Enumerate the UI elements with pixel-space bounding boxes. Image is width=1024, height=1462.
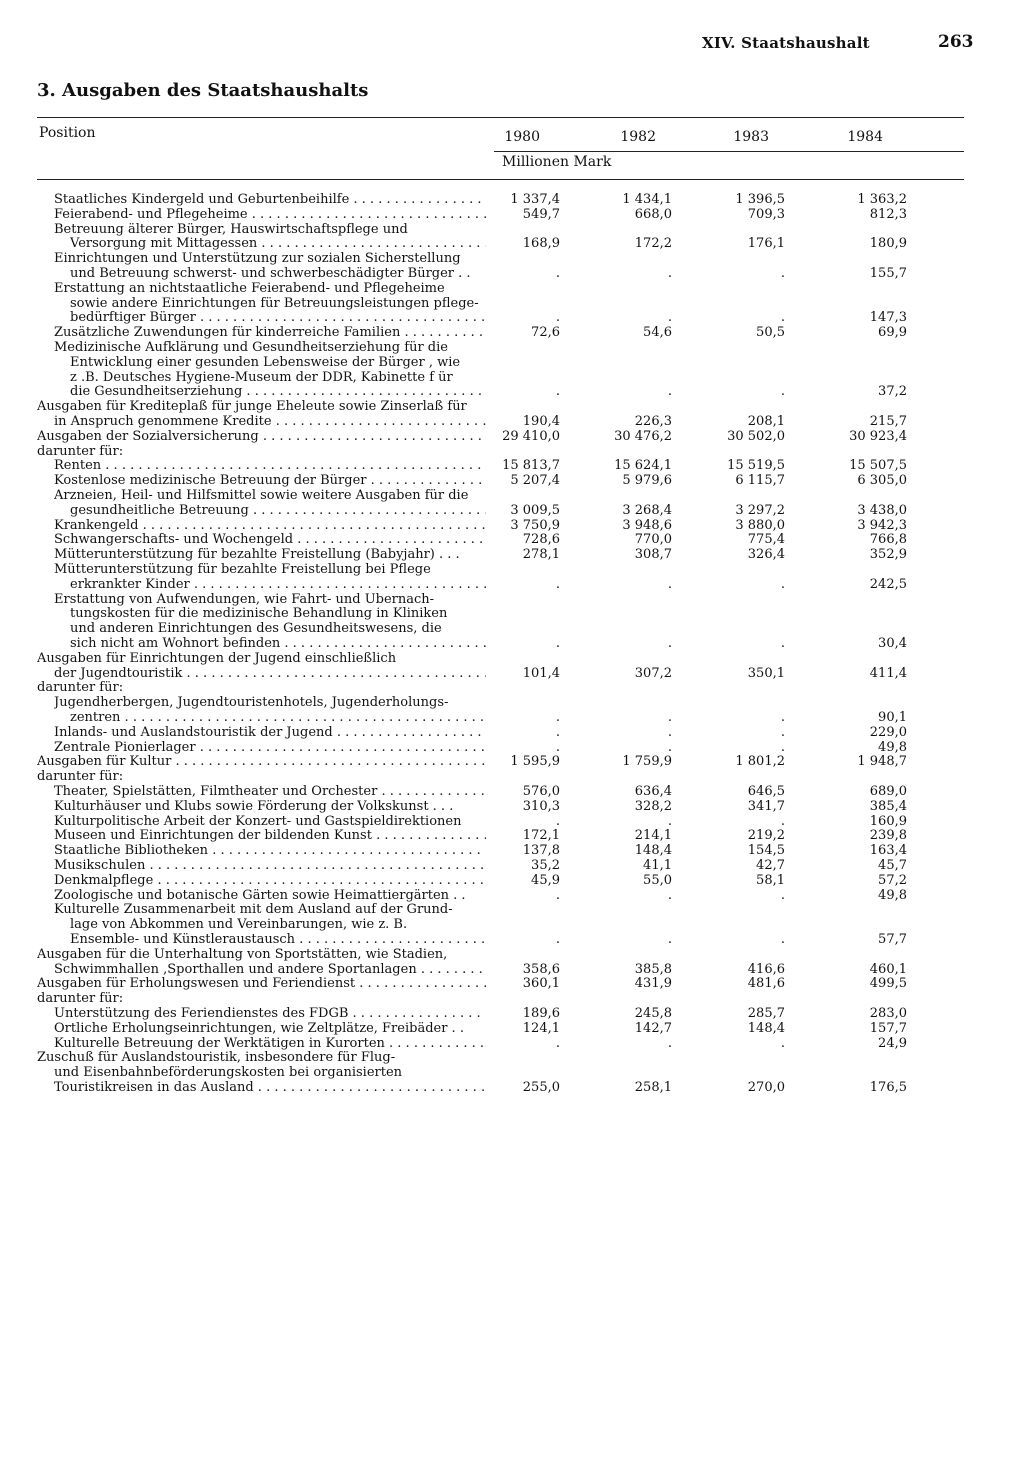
year-header-1980: 1980 <box>504 129 540 145</box>
table-header-bottom-rule <box>37 179 964 180</box>
row-label: Zoologische und botanische Gärten sowie Heimattiergärten . . <box>54 888 466 903</box>
row-value-1983: 6 115,7 <box>735 473 785 489</box>
row-label: Medizinische Aufklärung und Gesundheitserziehung für die <box>54 341 448 355</box>
table-row <box>0 770 1024 785</box>
row-label: Mütterunterstützung für bezahlte Freistellung (Babyjahr) . . . <box>54 548 460 563</box>
row-value-1982: . <box>667 932 672 947</box>
row-value-1982: 245,8 <box>634 1006 672 1021</box>
row-value-1980: 3 009,5 <box>510 502 560 518</box>
row-value-1983: . <box>780 384 785 400</box>
row-label: Schwangerschafts- und Wochengeld . . . <box>54 533 486 548</box>
row-value-1983: 42,7 <box>756 858 785 873</box>
row-value-1983: 350,1 <box>747 665 785 681</box>
row-value-1984: 499,5 <box>869 976 907 992</box>
table-row <box>0 223 1024 238</box>
row-label: darunter für: <box>37 681 124 696</box>
table-row <box>0 755 1024 770</box>
row-value-1980: 35,2 <box>531 858 560 873</box>
row-label: bedürftiger Bürger . . . <box>70 311 486 326</box>
row-value-1980: 1 337,4 <box>510 192 560 207</box>
row-value-1982: 770,0 <box>634 532 672 548</box>
row-value-1980: 278,1 <box>522 547 560 563</box>
row-value-1983: . <box>780 887 785 903</box>
row-value-1984: 283,0 <box>869 1006 907 1021</box>
row-value-1982: . <box>667 710 672 725</box>
row-value-1983: 30 502,0 <box>727 428 785 444</box>
row-label: Touristikreisen in das Ausland . . . <box>54 1081 486 1096</box>
row-value-1980: 255,0 <box>522 1080 560 1095</box>
table-row <box>0 800 1024 815</box>
row-label: sowie andere Einrichtungen für Betreuungsleistungen pflege- <box>70 296 479 311</box>
row-label: Versorgung mit Mittagessen . . . <box>70 237 486 252</box>
row-value-1983: 148,4 <box>747 1020 785 1036</box>
row-value-1984: 49,8 <box>878 739 907 755</box>
row-label: die Gesundheitserziehung . . . <box>70 385 486 400</box>
table-row <box>0 711 1024 726</box>
table-row <box>0 844 1024 859</box>
row-value-1982: 328,2 <box>634 798 672 814</box>
row-label: Zuschuß für Auslandstouristik, insbesondere für Flug- <box>37 1051 396 1066</box>
row-label: Einrichtungen und Unterstützung zur sozialen Sicherstellung <box>54 252 461 267</box>
row-value-1984: 45,7 <box>878 858 907 873</box>
row-value-1982: 258,1 <box>634 1080 672 1095</box>
unit-rule <box>494 151 964 152</box>
table-top-rule <box>37 117 964 118</box>
row-value-1982: 308,7 <box>634 547 672 563</box>
table-row <box>0 297 1024 312</box>
row-value-1982: . <box>667 266 672 281</box>
row-value-1984: 3 438,0 <box>857 502 907 518</box>
row-value-1980: . <box>555 1035 560 1051</box>
row-value-1984: 176,5 <box>869 1080 907 1095</box>
table-row <box>0 667 1024 682</box>
table-row <box>0 533 1024 548</box>
row-value-1982: . <box>667 310 672 326</box>
row-label: gesundheitliche Betreuung . . . <box>70 504 486 519</box>
row-value-1984: 57,7 <box>878 932 907 947</box>
row-value-1980: . <box>555 932 560 947</box>
row-value-1983: 219,2 <box>747 828 785 844</box>
table-row <box>0 681 1024 696</box>
row-value-1980: 137,8 <box>522 843 560 859</box>
row-value-1983: 270,0 <box>747 1080 785 1095</box>
row-value-1980: . <box>555 384 560 400</box>
row-value-1983: . <box>780 739 785 755</box>
row-label: tungskosten für die medizinische Behandlung in Kliniken <box>70 607 448 622</box>
table-row <box>0 578 1024 593</box>
table-row <box>0 237 1024 252</box>
row-value-1983: . <box>780 266 785 281</box>
row-label: Erstattung von Aufwendungen, wie Fahrt- und Übernach- <box>54 592 435 607</box>
row-label: Ausgaben für Einrichtungen der Jugend einschließlich <box>37 651 397 666</box>
table-row <box>0 948 1024 963</box>
table-row <box>0 519 1024 534</box>
table-row <box>0 282 1024 297</box>
row-value-1980: 190,4 <box>522 414 560 429</box>
year-header-1982: 1982 <box>620 129 656 145</box>
position-header: Position <box>39 125 96 141</box>
table-row <box>0 741 1024 756</box>
table-row <box>0 208 1024 223</box>
row-label: Kulturhäuser und Klubs sowie Förderung der Volkskunst . . . <box>54 799 454 814</box>
row-value-1983: 3 297,2 <box>735 502 785 518</box>
row-label: erkrankter Kinder . . . <box>70 578 486 593</box>
row-label: darunter für: <box>37 444 124 459</box>
row-value-1982: 148,4 <box>634 843 672 859</box>
row-value-1983: 3 880,0 <box>735 517 785 533</box>
table-row <box>0 696 1024 711</box>
row-label: Renten . . . <box>54 459 486 474</box>
row-value-1982: 142,7 <box>634 1020 672 1036</box>
row-value-1982: 431,9 <box>634 976 672 992</box>
row-value-1980: 72,6 <box>531 325 560 341</box>
row-value-1980: . <box>555 813 560 829</box>
table-row <box>0 356 1024 371</box>
year-header-1984: 1984 <box>847 129 883 145</box>
table-row <box>0 622 1024 637</box>
row-label: Ausgaben für Erholungswesen und Feriendienst . . . <box>37 977 486 992</box>
row-value-1980: 3 750,9 <box>510 517 560 533</box>
row-value-1980: . <box>555 724 560 740</box>
row-value-1980: 5 207,4 <box>510 473 560 489</box>
table-row <box>0 652 1024 667</box>
row-value-1983: 50,5 <box>756 325 785 341</box>
row-value-1983: . <box>780 576 785 592</box>
row-label: und Eisenbahnbeförderungskosten bei organisierten <box>54 1066 403 1081</box>
row-value-1984: 160,9 <box>869 813 907 829</box>
row-value-1982: 54,6 <box>643 325 672 341</box>
row-label: und Betreuung schwerst- und schwerbeschädigter Bürger . . <box>70 267 471 281</box>
row-value-1984: 69,9 <box>878 325 907 341</box>
table-row <box>0 1081 1024 1096</box>
row-value-1984: 90,1 <box>878 710 907 725</box>
table-row <box>0 918 1024 933</box>
row-value-1984: 30 923,4 <box>849 428 907 444</box>
table-row <box>0 1066 1024 1081</box>
table-row <box>0 563 1024 578</box>
row-label: Ausgaben für die Unterhaltung von Sportstätten, wie Stadien, <box>37 947 448 962</box>
table-row <box>0 963 1024 978</box>
row-value-1983: 775,4 <box>747 532 785 548</box>
row-value-1980: . <box>555 310 560 326</box>
row-value-1984: 1 363,2 <box>857 192 907 207</box>
row-value-1980: 360,1 <box>522 976 560 992</box>
table-row <box>0 385 1024 400</box>
table-row <box>0 489 1024 504</box>
row-label: Krankengeld . . . <box>54 519 486 534</box>
table-row <box>0 815 1024 830</box>
row-label: z .B. Deutsches Hygiene-Museum der DDR, Kabinette f ür <box>70 370 453 385</box>
row-label: darunter für: <box>37 992 124 1007</box>
table-row <box>0 607 1024 622</box>
row-label: Kulturelle Betreuung der Werktätigen in Kurorten . . . <box>54 1037 486 1052</box>
unit-label: Millionen Mark <box>502 154 612 170</box>
row-label: Kulturpolitische Arbeit der Konzert- und Gastspieldirektionen <box>54 814 462 829</box>
table-row <box>0 874 1024 889</box>
row-label: Ausgaben für Kultur . . . <box>37 755 486 770</box>
table-row <box>0 474 1024 489</box>
row-value-1980: 168,9 <box>522 236 560 252</box>
row-value-1980: 124,1 <box>522 1020 560 1036</box>
row-value-1984: 24,9 <box>878 1035 907 1051</box>
row-value-1982: . <box>667 636 672 651</box>
table-row <box>0 415 1024 430</box>
table-row <box>0 341 1024 356</box>
running-header-section: XIV. Staatshaushalt <box>702 34 870 52</box>
row-label: Erstattung an nichtstaatliche Feierabend- und Pflegeheime <box>54 281 445 296</box>
row-value-1980: . <box>555 739 560 755</box>
row-value-1980: 728,6 <box>522 532 560 548</box>
row-value-1982: 41,1 <box>643 858 672 873</box>
row-value-1983: 709,3 <box>747 206 785 222</box>
row-value-1983: 15 519,5 <box>727 458 785 474</box>
table-row <box>0 548 1024 563</box>
row-value-1982: 668,0 <box>634 206 672 222</box>
table-row <box>0 445 1024 460</box>
row-label: Denkmalpflege . . . <box>54 874 486 889</box>
row-value-1982: 3 268,4 <box>622 502 672 518</box>
row-value-1983: 1 396,5 <box>735 192 785 207</box>
row-value-1984: 147,3 <box>869 310 907 326</box>
row-value-1982: . <box>667 724 672 740</box>
row-label: Jugendherbergen, Jugendtouristenhotels, Jugenderholungs- <box>54 696 449 711</box>
table-row <box>0 785 1024 800</box>
row-value-1984: 163,4 <box>869 843 907 859</box>
row-value-1983: 58,1 <box>756 872 785 888</box>
table-row <box>0 326 1024 341</box>
row-value-1984: 180,9 <box>869 236 907 252</box>
row-label: Zentrale Pionierlager . . . <box>54 741 486 756</box>
row-label: Staatliches Kindergeld und Geburtenbeihilfe . . . <box>54 193 486 208</box>
row-label: Betreuung älterer Bürger, Hauswirtschaftspflege und <box>54 222 408 237</box>
row-value-1984: 37,2 <box>878 384 907 400</box>
row-value-1984: 157,7 <box>869 1020 907 1036</box>
table-row <box>0 400 1024 415</box>
page-title: 3. Ausgaben des Staatshaushalts <box>37 80 369 101</box>
row-value-1983: 646,5 <box>747 784 785 799</box>
row-label: zentren . . . <box>70 711 486 726</box>
row-label: sich nicht am Wohnort befinden . . . <box>70 637 486 652</box>
row-value-1982: . <box>667 739 672 755</box>
table-row <box>0 252 1024 267</box>
row-value-1980: 549,7 <box>522 206 560 222</box>
row-value-1980: . <box>555 710 560 725</box>
row-label: Ensemble- und Künstleraustausch . . . <box>70 933 486 948</box>
row-value-1983: . <box>780 932 785 947</box>
row-label: Musikschulen . . . <box>54 859 486 874</box>
row-value-1984: 49,8 <box>878 887 907 903</box>
table-row <box>0 267 1024 282</box>
row-value-1980: 45,9 <box>531 872 560 888</box>
row-value-1980: . <box>555 887 560 903</box>
row-value-1980: 310,3 <box>522 798 560 814</box>
row-value-1982: 15 624,1 <box>614 458 672 474</box>
row-value-1982: 5 979,6 <box>622 473 672 489</box>
row-label: Theater, Spielstätten, Filmtheater und Orchester . . . <box>54 785 486 800</box>
row-label: Museen und Einrichtungen der bildenden Kunst . . . <box>54 829 486 844</box>
row-value-1980: . <box>555 636 560 651</box>
row-value-1983: . <box>780 1035 785 1051</box>
table-row <box>0 829 1024 844</box>
row-value-1982: . <box>667 887 672 903</box>
table-row <box>0 992 1024 1007</box>
row-value-1983: . <box>780 310 785 326</box>
row-value-1984: 30,4 <box>878 636 907 651</box>
row-value-1983: 208,1 <box>747 414 785 429</box>
row-value-1980: 576,0 <box>522 784 560 799</box>
row-label: Feierabend- und Pflegeheime . . . <box>54 208 486 223</box>
row-value-1984: 3 942,3 <box>857 517 907 533</box>
row-value-1984: 6 305,0 <box>857 473 907 489</box>
row-value-1982: . <box>667 1035 672 1051</box>
row-label: Kostenlose medizinische Betreuung der Bürger . . . <box>54 474 486 489</box>
table-row <box>0 193 1024 208</box>
row-label: Kulturelle Zusammenarbeit mit dem Ausland auf der Grund- <box>54 903 453 918</box>
table-row <box>0 1037 1024 1052</box>
row-value-1984: 352,9 <box>869 547 907 563</box>
row-label: Staatliche Bibliotheken . . . <box>54 844 486 859</box>
row-value-1983: 341,7 <box>747 798 785 814</box>
row-value-1982: 226,3 <box>634 414 672 429</box>
row-value-1983: 1 801,2 <box>735 754 785 770</box>
row-label: Inlands- und Auslandstouristik der Jugend . . . <box>54 726 486 741</box>
table-row <box>0 859 1024 874</box>
row-value-1982: . <box>667 813 672 829</box>
row-value-1984: 812,3 <box>869 206 907 222</box>
row-value-1984: 689,0 <box>869 784 907 799</box>
table-row <box>0 593 1024 608</box>
table-row <box>0 430 1024 445</box>
row-value-1984: 229,0 <box>869 724 907 740</box>
row-value-1980: 101,4 <box>522 665 560 681</box>
row-label: Örtliche Erholungseinrichtungen, wie Zeltplätze, Freibäder . . <box>54 1021 464 1036</box>
row-label: Entwicklung einer gesunden Lebensweise der Bürger , wie <box>70 355 461 370</box>
row-value-1984: 155,7 <box>869 266 907 281</box>
table-row <box>0 371 1024 386</box>
table-row <box>0 889 1024 904</box>
row-value-1982: 1 434,1 <box>622 192 672 207</box>
row-value-1984: 242,5 <box>869 576 907 592</box>
row-value-1982: 214,1 <box>634 828 672 844</box>
table-row <box>0 311 1024 326</box>
row-value-1983: . <box>780 724 785 740</box>
row-value-1984: 215,7 <box>869 414 907 429</box>
row-value-1983: . <box>780 636 785 651</box>
row-value-1982: 307,2 <box>634 665 672 681</box>
table-row <box>0 1022 1024 1037</box>
row-label: Schwimmhallen ,Sporthallen und andere Sportanlagen . . . <box>54 963 486 978</box>
table-row <box>0 1051 1024 1066</box>
row-value-1983: . <box>780 710 785 725</box>
row-value-1984: 239,8 <box>869 828 907 844</box>
page-number: 263 <box>938 32 974 52</box>
row-value-1982: 172,2 <box>634 236 672 252</box>
row-value-1980: 172,1 <box>522 828 560 844</box>
row-value-1980: 358,6 <box>522 961 560 977</box>
row-value-1980: 1 595,9 <box>510 754 560 770</box>
table-row <box>0 933 1024 948</box>
row-value-1980: 189,6 <box>522 1006 560 1021</box>
row-label: lage von Abkommen und Vereinbarungen, wie z. B. <box>70 918 408 933</box>
row-label: der Jugendtouristik . . . <box>54 667 486 682</box>
row-value-1982: 636,4 <box>634 784 672 799</box>
row-label: und anderen Einrichtungen des Gesundheitswesens, die <box>70 622 442 637</box>
row-value-1984: 57,2 <box>878 872 907 888</box>
row-value-1980: . <box>555 576 560 592</box>
row-label: in Anspruch genommene Kredite . . . <box>54 415 486 430</box>
row-value-1983: 326,4 <box>747 547 785 563</box>
table-row <box>0 1007 1024 1022</box>
row-label: Ausgaben der Sozialversicherung . . . <box>37 430 486 445</box>
row-value-1983: 285,7 <box>747 1006 785 1021</box>
row-label: Arzneien, Heil- und Hilfsmittel sowie weitere Ausgaben für die <box>54 489 469 503</box>
row-value-1982: 55,0 <box>643 872 672 888</box>
table-row <box>0 977 1024 992</box>
row-label: Mütterunterstützung für bezahlte Freistellung bei Pflege <box>54 563 431 577</box>
row-label: Unterstützung des Feriendienstes des FDGB . . . <box>54 1007 486 1022</box>
table-row <box>0 637 1024 652</box>
row-value-1983: 416,6 <box>747 961 785 977</box>
row-value-1980: 29 410,0 <box>502 428 560 444</box>
table-row <box>0 726 1024 741</box>
row-label: darunter für: <box>37 770 124 785</box>
row-value-1983: 481,6 <box>747 976 785 992</box>
row-value-1984: 1 948,7 <box>857 754 907 770</box>
year-header-1983: 1983 <box>733 129 769 145</box>
row-value-1980: . <box>555 266 560 281</box>
table-row <box>0 504 1024 519</box>
table-row <box>0 459 1024 474</box>
row-value-1982: 3 948,6 <box>622 517 672 533</box>
row-value-1982: 385,8 <box>634 961 672 977</box>
table-row <box>0 903 1024 918</box>
row-value-1984: 385,4 <box>869 798 907 814</box>
row-value-1980: 15 813,7 <box>502 458 560 474</box>
row-value-1983: 154,5 <box>747 843 785 859</box>
row-value-1982: 30 476,2 <box>614 428 672 444</box>
row-value-1984: 15 507,5 <box>849 458 907 474</box>
row-label: Zusätzliche Zuwendungen für kinderreiche Familien . . . <box>54 326 486 341</box>
row-value-1982: . <box>667 576 672 592</box>
row-value-1983: 176,1 <box>747 236 785 252</box>
row-label: Ausgaben für Kreditерlaß für junge Eheleute sowie Zinserlaß für <box>37 400 467 415</box>
row-value-1984: 766,8 <box>869 532 907 548</box>
row-value-1983: . <box>780 813 785 829</box>
row-value-1982: 1 759,9 <box>622 754 672 770</box>
row-value-1984: 460,1 <box>869 961 907 977</box>
row-value-1982: . <box>667 384 672 400</box>
row-value-1984: 411,4 <box>869 665 907 681</box>
